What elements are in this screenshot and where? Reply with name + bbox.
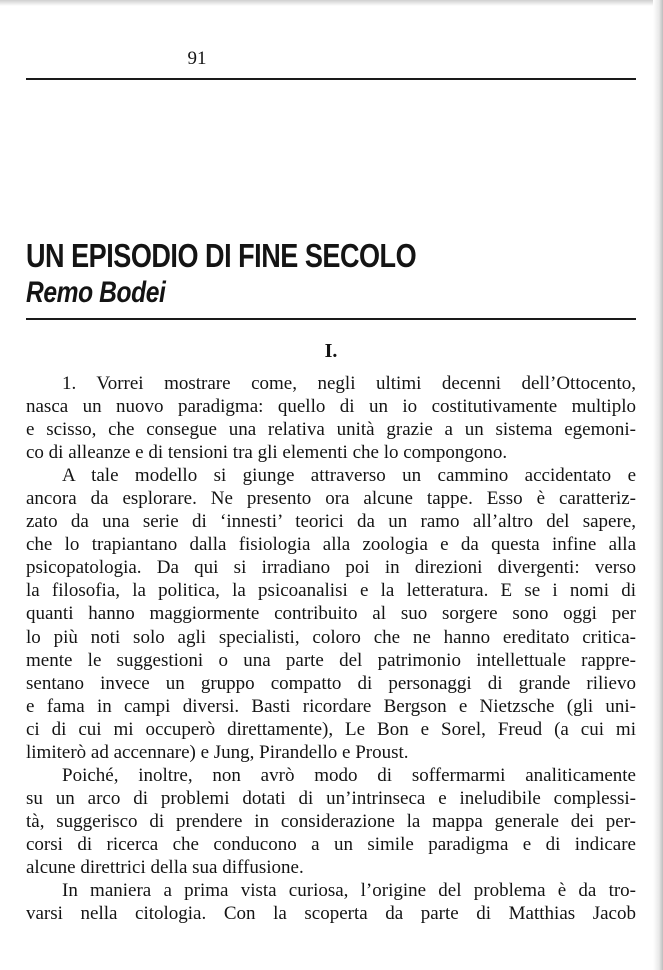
page-number: 91 [187,48,207,69]
text-line: 1. Vorrei mostrare come, negli ultimi decenni dell’Ottocento, [62,373,636,394]
text-line: che lo trapiantano dalla fisiologia alla zoologia e da questa infine alla [26,534,636,556]
title-rule [26,318,636,320]
text-line: e fama in campi diversi. Basti ricordare Bergson e Nietzsche (gli uni- [26,695,636,717]
scan-edge-top [0,0,663,6]
text-line: tà, suggerisco di prendere in considerazione la mappa generale dei per- [26,810,636,832]
header-rule [26,78,636,80]
section-heading: I. [324,340,338,362]
text-line: sentano invece un gruppo compatto di personaggi di grande rilievo [26,672,636,694]
text-line: su un arco di problemi dotati di un’intrinseca e ineludibile complessi- [26,787,636,809]
text-line: la filosofia, la politica, la psicoanalisi e la letteratura. E se i nomi di [26,580,636,602]
author-name: Remo Bodei [26,276,166,309]
text-line: nasca un nuovo paradigma: quello di un io costitutivamente multiplo [26,396,636,418]
scan-edge-right [653,0,663,970]
text-line: lo più noti solo agli specialisti, coloro che ne hanno ereditato critica- [26,626,636,648]
text-line: Poiché, inoltre, non avrò modo di soffermarmi analiticamente [62,764,636,786]
text-line: In maniera a prima vista curiosa, l’origine del problema è da tro- [62,880,636,902]
text-line: quanti hanno maggiormente contribuito al suo sorgere sono oggi per [26,603,636,625]
text-line: e scisso, che consegue una relativa unità grazie a un sistema egemoni- [26,419,636,441]
text-line: ci di cui mi occuperò direttamente), Le Bon e Sorel, Freud (a cui mi [26,718,636,740]
body-text [26,372,636,925]
text-line: co di alleanze e di tensioni tra gli elementi che lo compongono. [26,442,508,464]
text-line: A tale modello si giunge attraverso un cammino accidentato e [62,465,636,487]
text-line: varsi nella citologia. Con la scoperta da parte di Matthias Jacob [26,903,636,925]
text-line: corsi di ricerca che conducono a un simile paradigma e di indicare [26,833,636,855]
text-line: zato da una serie di ‘innesti’ teorici da un ramo all’altro del sapere, [26,511,636,533]
text-line: alcune direttrici della sua diffusione. [26,856,304,878]
text-line: mente le suggestioni o una parte del patrimonio intellettuale rappre- [26,649,636,671]
chapter-title: UN EPISODIO DI FINE SECOLO [26,237,417,274]
text-line: ancora da esplorare. Ne presento ora alcune tappe. Esso è caratteriz- [26,488,636,510]
text-line: limiterò ad accennare) e Jung, Pirandello e Proust. [26,741,409,763]
text-line: psicopatologia. Da qui si irradiano poi in direzioni divergenti: verso [26,557,636,579]
